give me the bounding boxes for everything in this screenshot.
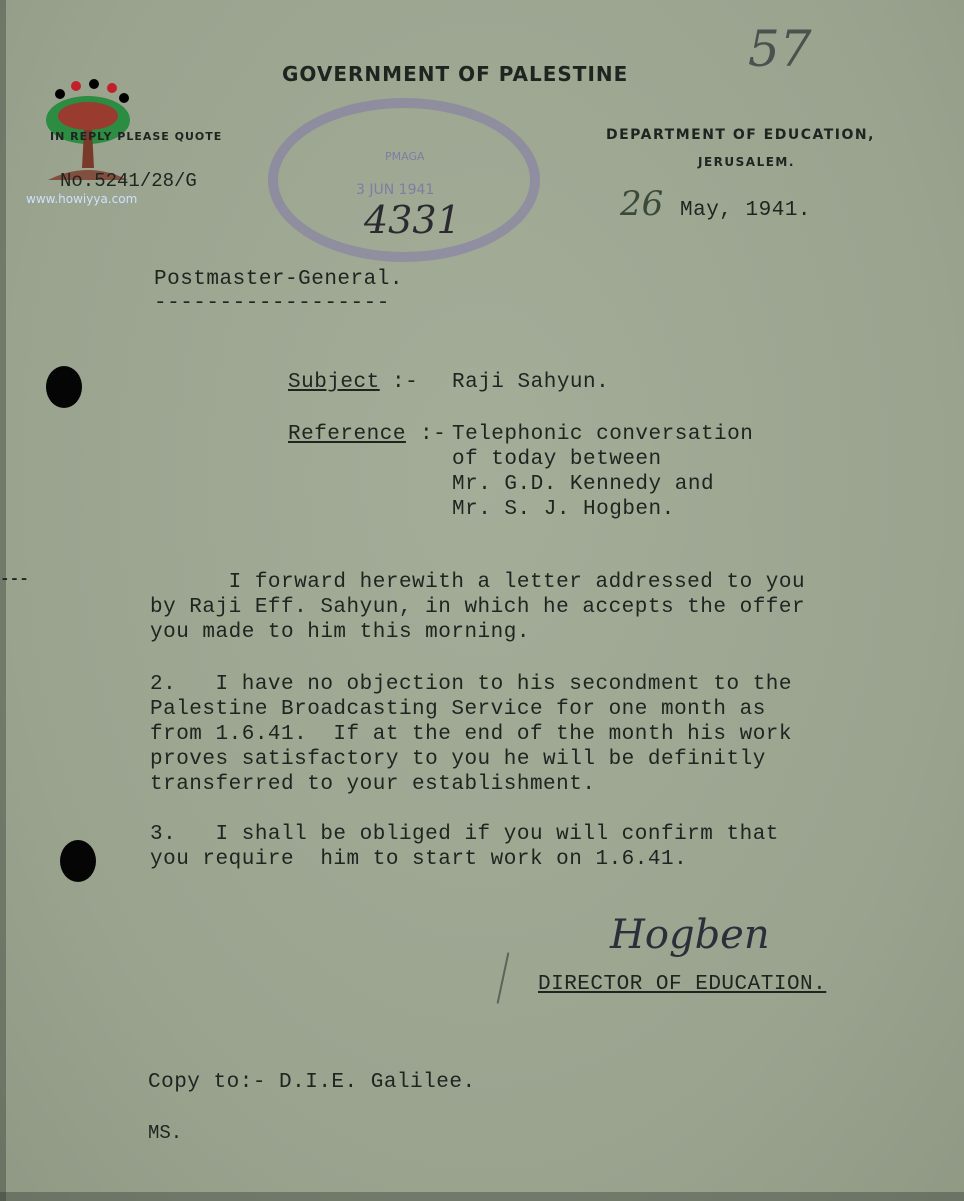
reference-number: No.5241/28/G — [60, 170, 197, 192]
subject-label: Subject — [288, 371, 380, 394]
signatory-title: DIRECTOR OF EDUCATION. — [538, 973, 827, 996]
body-paragraph-2: 2. I have no objection to his secondment to the Palestine Broadcasting Service for one month as from 1.6.41. If at the end of the month his work proves satisfactory to you he will be definitly transferred to your establishment. — [150, 673, 793, 796]
stamp-number: 4331 — [364, 198, 461, 242]
date-day-handwritten: 26 — [620, 184, 664, 224]
copy-to-line: Copy to:- D.I.E. Galilee. — [148, 1071, 476, 1094]
scan-edge-bottom — [0, 1192, 964, 1201]
handwritten-signature: Hogben — [610, 912, 770, 958]
department-name: DEPARTMENT OF EDUCATION, — [606, 127, 875, 143]
department-city: JERUSALEM. — [698, 155, 795, 169]
folio-number: 57 — [748, 20, 812, 78]
government-heading: GOVERNMENT OF PALESTINE — [282, 62, 629, 86]
punch-hole-bottom — [60, 840, 96, 882]
subject-separator: :- — [392, 371, 419, 394]
reference-separator: :- — [420, 423, 447, 446]
watermark-url: www.howiyya.com — [26, 192, 138, 206]
typist-initials: MS. — [148, 1122, 183, 1144]
addressee: Postmaster-General. — [154, 268, 403, 291]
subject-value: Raji Sahyun. — [452, 371, 610, 394]
margin-mark: --- — [0, 570, 29, 588]
body-paragraph-3: 3. I shall be obliged if you will confirm that you require him to start work on 1.6.41. — [150, 823, 779, 871]
stamp-date: 3 JUN 1941 — [356, 182, 435, 198]
stamp-word: PMAGA — [385, 150, 425, 163]
reference-label: Reference — [288, 423, 406, 446]
punch-hole-top — [46, 366, 82, 408]
reference-value: Telephonic conversation of today between Mr. G.D. Kennedy and Mr. S. J. Hogben. — [452, 423, 754, 521]
body-paragraph-1: I forward herewith a letter addressed to you by Raji Eff. Sahyun, in which he accepts the offer you made to him this morning. — [150, 571, 806, 644]
pencil-tick-mark — [497, 952, 510, 1003]
reply-quote-label: IN REPLY PLEASE QUOTE — [50, 130, 223, 143]
addressee-underline: ------------------ — [154, 292, 390, 315]
scan-edge-left — [0, 0, 6, 1201]
date-month-year: May, 1941. — [680, 199, 812, 222]
